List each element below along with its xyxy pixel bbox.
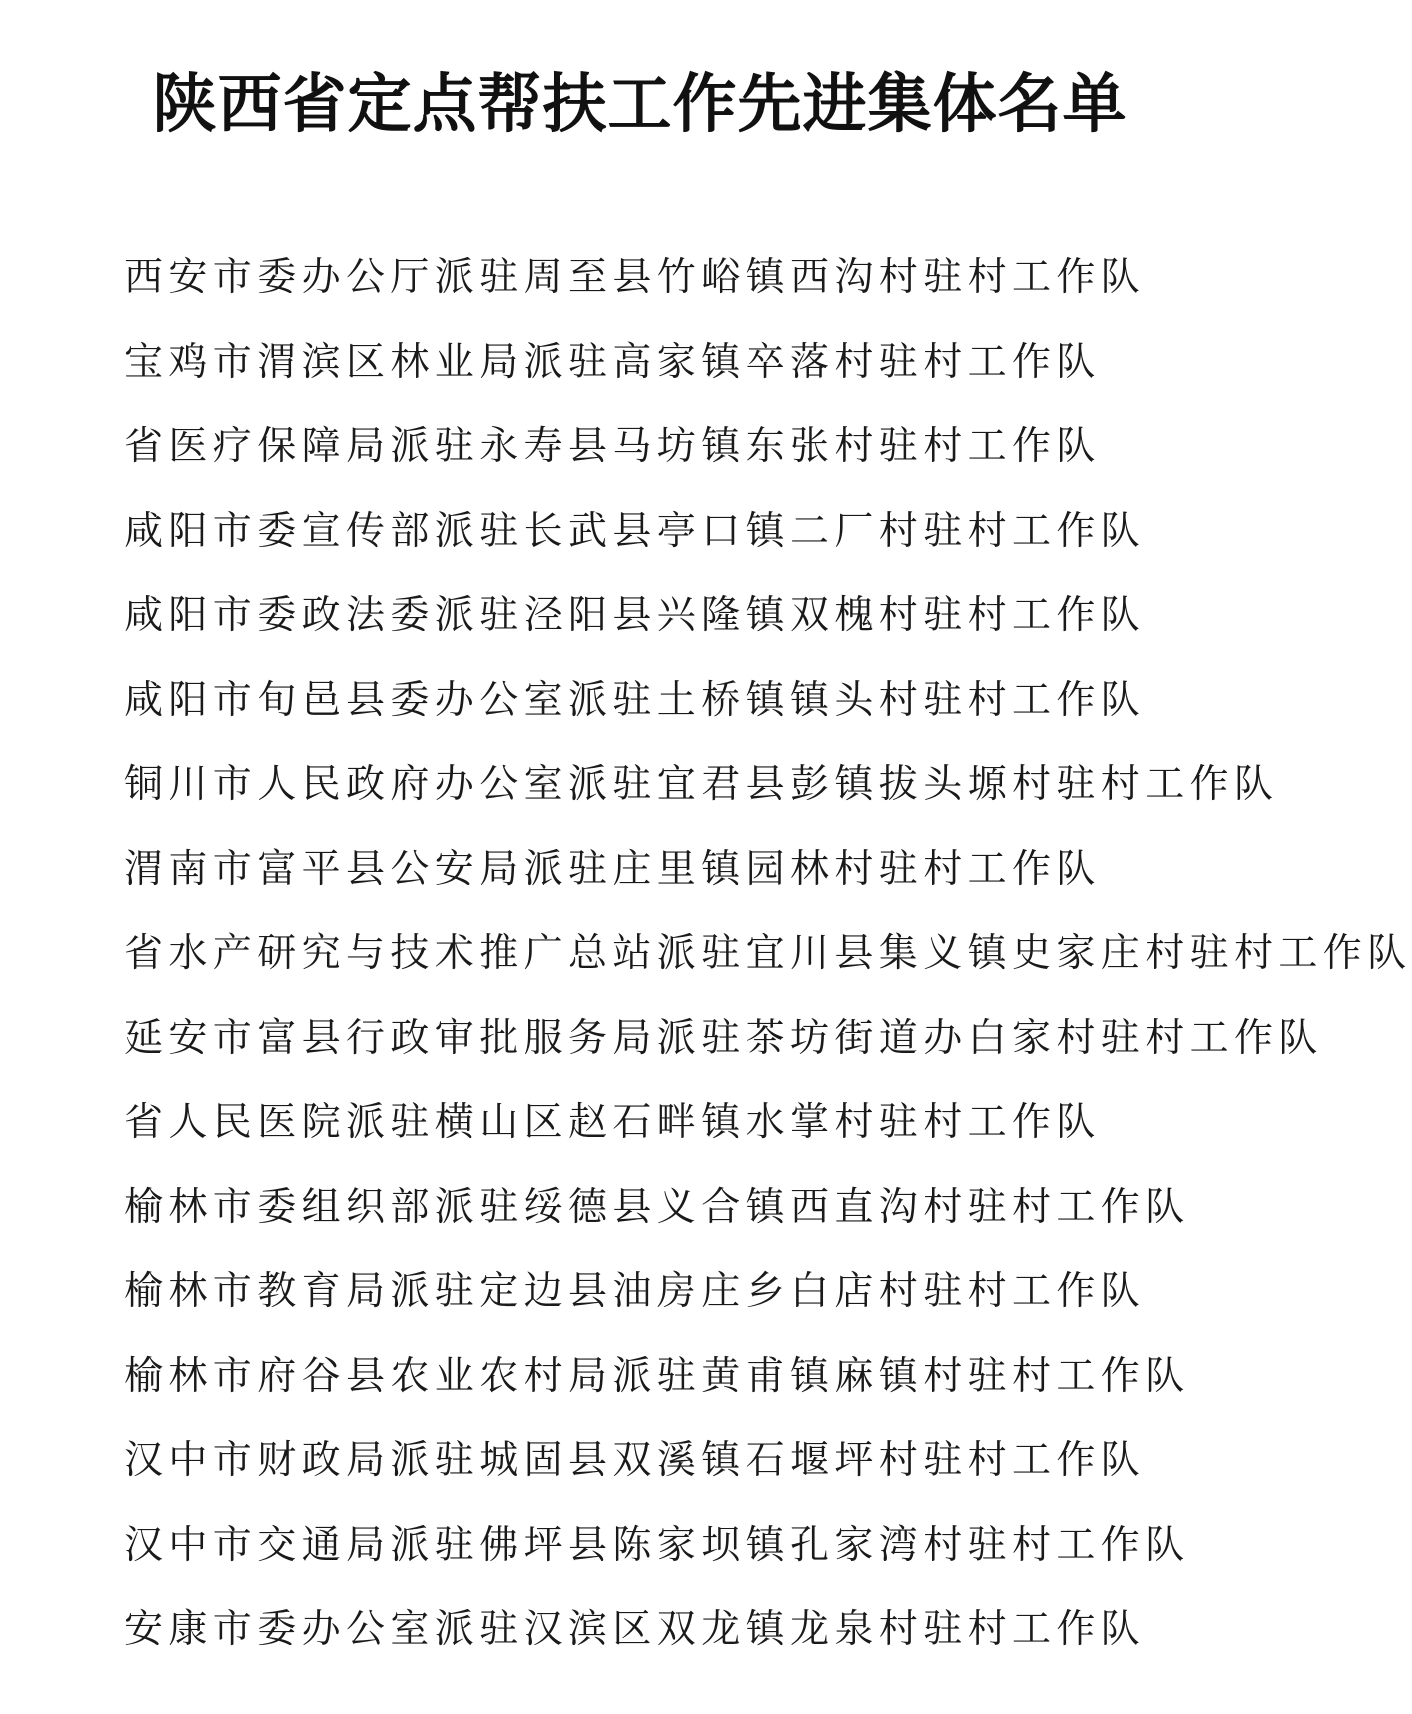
- list-item: 延安市富县行政审批服务局派驻茶坊街道办白家村驻村工作队: [124, 1015, 1323, 1061]
- list-item: 省水产研究与技术推广总站派驻宜川县集义镇史家庄村驻村工作队: [124, 931, 1412, 976]
- list-item: 安康市委办公室派驻汉滨区双龙镇龙泉村驻村工作队: [124, 1607, 1146, 1652]
- list-item: 汉中市交通局派驻佛坪县陈家坝镇孔家湾村驻村工作队: [124, 1522, 1190, 1568]
- list-item: 咸阳市委政法委派驻泾阳县兴隆镇双槐村驻村工作队: [124, 593, 1146, 638]
- page-title: 陕西省定点帮扶工作先进集体名单: [152, 67, 1128, 142]
- collective-list: [124, 236, 1412, 1673]
- list-item: 咸阳市委宣传部派驻长武县亭口镇二厂村驻村工作队: [124, 508, 1146, 554]
- list-item: 省人民医院派驻横山区赵石畔镇水掌村驻村工作队: [124, 1100, 1101, 1145]
- list-item: 省医疗保障局派驻永寿县马坊镇东张村驻村工作队: [124, 424, 1101, 469]
- list-item: 渭南市富平县公安局派驻庄里镇园林村驻村工作队: [124, 846, 1101, 892]
- list-item: 榆林市府谷县农业农村局派驻黄甫镇麻镇村驻村工作队: [124, 1353, 1190, 1399]
- list-item: 铜川市人民政府办公室派驻宜君县彭镇拔头塬村驻村工作队: [124, 762, 1279, 807]
- list-item: 宝鸡市渭滨区林业局派驻高家镇卒落村驻村工作队: [124, 339, 1101, 385]
- list-item: 咸阳市旬邑县委办公室派驻土桥镇镇头村驻村工作队: [124, 677, 1146, 723]
- list-item: 汉中市财政局派驻城固县双溪镇石堰坪村驻村工作队: [124, 1438, 1146, 1483]
- list-item: 西安市委办公厅派驻周至县竹峪镇西沟村驻村工作队: [124, 255, 1146, 300]
- list-item: 榆林市教育局派驻定边县油房庄乡白店村驻村工作队: [124, 1269, 1146, 1314]
- list-item: 榆林市委组织部派驻绥德县义合镇西直沟村驻村工作队: [124, 1184, 1190, 1230]
